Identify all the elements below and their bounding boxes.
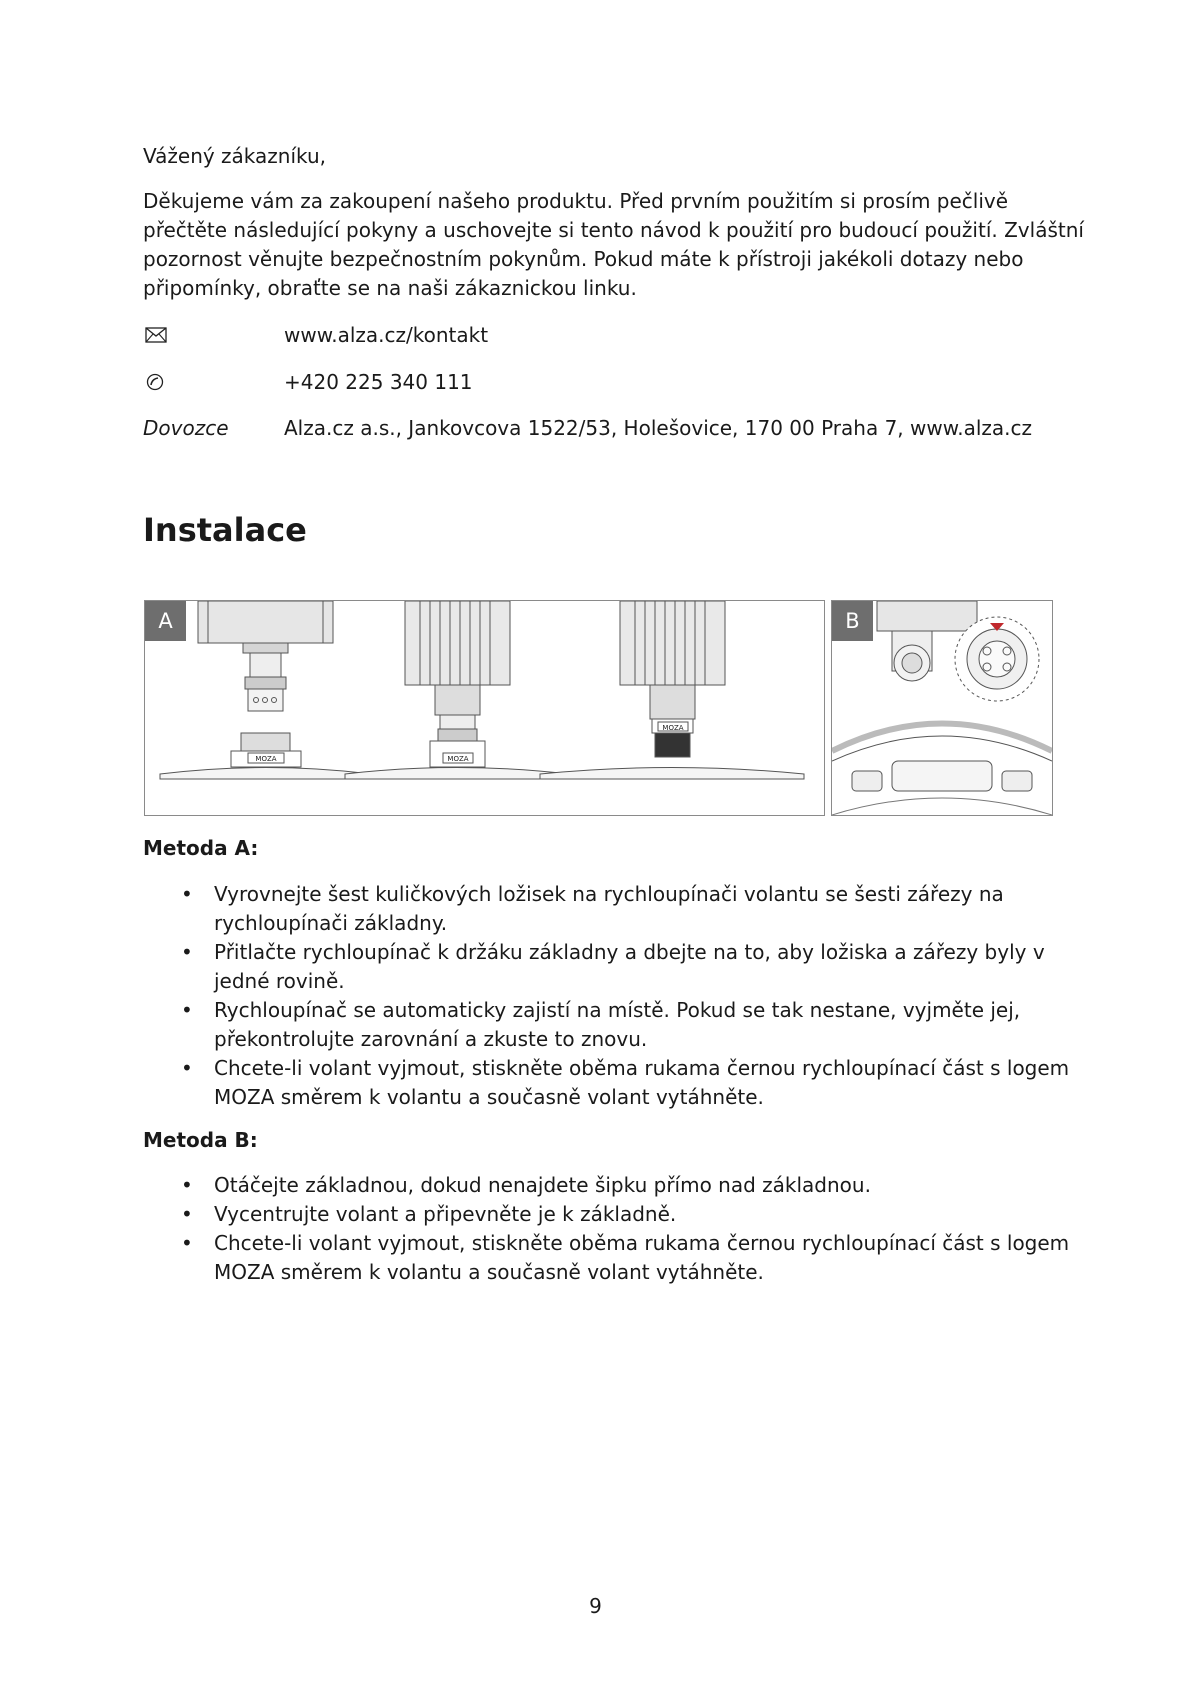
- method-a-list: [143, 880, 1070, 1112]
- envelope-icon: [145, 326, 167, 344]
- logo-text-1: MOZA: [255, 755, 277, 763]
- greeting: Vážený zákazníku,: [143, 144, 327, 168]
- wheelbase-stage-3: [540, 601, 804, 779]
- logo-text-2: MOZA: [447, 755, 469, 763]
- intro-line: Děkujeme vám za zakoupení našeho produktu. Před prvním použitím si prosím pečlivě: [143, 189, 1009, 213]
- importer-address: Alza.cz a.s., Jankovcova 1522/53, Holešovice, 170 00 Praha 7, www.alza.cz: [284, 416, 1033, 440]
- list-item: [143, 880, 1063, 938]
- list-item-line: • Chcete-li volant vyjmout, stiskněte oběma rukama černou rychloupínací část s logem: [214, 1231, 1070, 1255]
- list-item: [143, 1229, 1070, 1287]
- figure-a-label: A: [145, 601, 186, 641]
- page-number: 9: [589, 1594, 602, 1618]
- intro-line: připomínky, obraťte se na naši zákaznickou linku.: [143, 276, 637, 300]
- list-item: [143, 1171, 1063, 1200]
- figure-b: [831, 600, 1053, 816]
- list-item-line: překontrolujte zarovnání a zkuste to znovu.: [214, 1027, 648, 1051]
- method-b-list: [143, 1171, 1070, 1287]
- list-item: [143, 1054, 1070, 1112]
- list-item-line: • Vycentrujte volant a připevněte je k základně.: [214, 1202, 677, 1226]
- contact-email-link[interactable]: www.alza.cz/kontakt: [284, 323, 489, 347]
- importer-label: Dovozce: [143, 416, 229, 440]
- list-item-line: rychloupínači základny.: [214, 911, 448, 935]
- list-item-line: • Přitlačte rychloupínač k držáku základny a dbejte na to, aby ložiska a zářezy byly v: [214, 940, 1045, 964]
- list-item: [143, 1200, 1063, 1229]
- list-item-line: • Rychloupínač se automaticky zajistí na místě. Pokud se tak nestane, vyjměte jej,: [214, 998, 1021, 1022]
- intro-paragraph: [143, 187, 1084, 303]
- figure-a: [144, 600, 825, 816]
- phone-icon: [145, 373, 167, 391]
- figure-b-label: B: [832, 601, 873, 641]
- intro-line: pozornost věnujte bezpečnostním pokynům. Pokud máte k přístroji jakékoli dotazy nebo: [143, 247, 1024, 271]
- intro-line: přečtěte následující pokyny a uschovejte si tento návod k použití pro budoucí použití. Zvláštní: [143, 218, 1084, 242]
- list-item-line: MOZA směrem k volantu a současně volant vytáhněte.: [214, 1085, 764, 1109]
- list-item: [143, 938, 1063, 996]
- list-item-line: • Otáčejte základnou, dokud nenajdete šipku přímo nad základnou.: [214, 1173, 871, 1197]
- list-item-line: • Chcete-li volant vyjmout, stiskněte oběma rukama černou rychloupínací část s logem: [214, 1056, 1070, 1080]
- method-a-title: Metoda A:: [143, 836, 259, 860]
- list-item: [143, 996, 1063, 1054]
- section-heading: Instalace: [143, 511, 307, 549]
- figure-a-illustration: [145, 601, 824, 815]
- contact-phone: +420 225 340 111: [284, 370, 473, 394]
- list-item-line: jedné rovině.: [214, 969, 345, 993]
- wheelbase-stage-1: [160, 601, 372, 779]
- wheelbase-stage-2: [345, 601, 569, 779]
- method-b-title: Metoda B:: [143, 1128, 258, 1152]
- list-item-line: • Vyrovnejte šest kuličkových ložisek na rychloupínači volantu se šesti zářezy na: [214, 882, 1004, 906]
- logo-text-3: MOZA: [662, 724, 684, 732]
- list-item-line: MOZA směrem k volantu a současně volant vytáhněte.: [214, 1260, 764, 1284]
